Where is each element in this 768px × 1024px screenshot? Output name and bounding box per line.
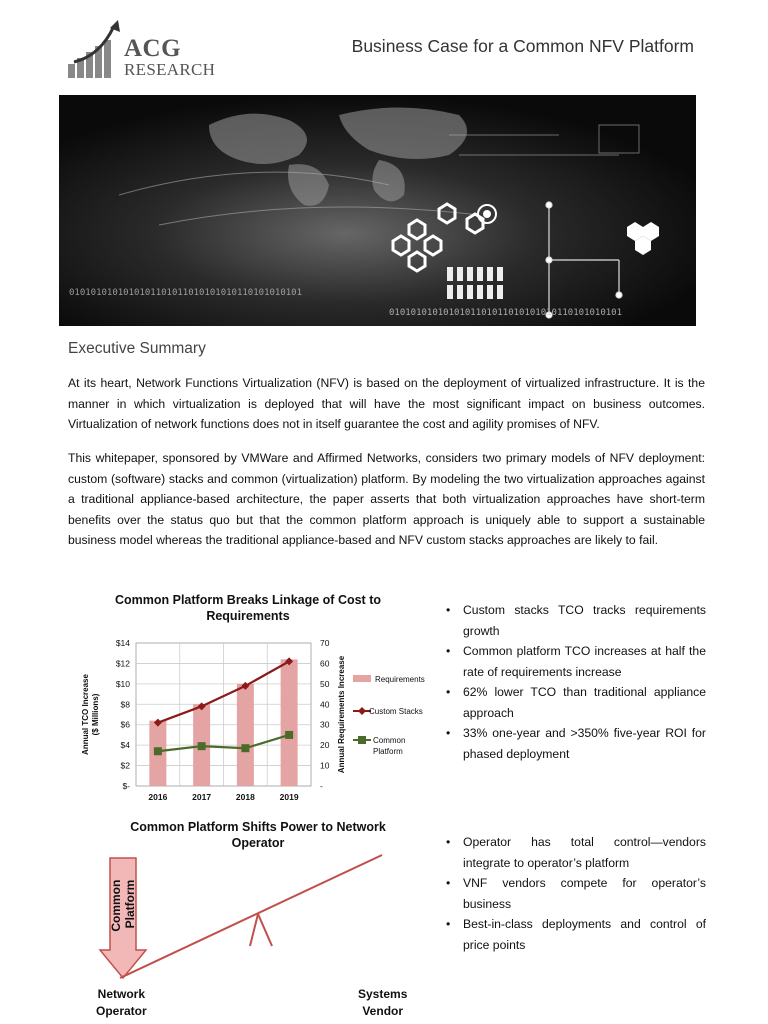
bullet-icon: •: [446, 917, 451, 931]
requirements-bar: [281, 659, 298, 786]
y-tick-label: $6: [120, 719, 130, 730]
banner-image: [59, 95, 696, 326]
power-bullet-list: [444, 832, 706, 955]
bullet-icon: •: [446, 726, 451, 740]
power-bullet-item: [444, 914, 706, 955]
bullet-icon: •: [446, 835, 451, 849]
power-bullet-item: [444, 873, 706, 914]
paragraph-1: At its heart, Network Functions Virtualization (NFV) is based on the deployment of virtualized infrastructure. It is the manner in which virtualization is deployed that will have the most significant impact on business outcomes. Virtualization of network functions does not in itself guarantee the cost and agility promises of NFV.: [68, 376, 705, 431]
arrow-label-2: Platform: [123, 879, 137, 929]
tco-bullet-list: [444, 600, 706, 764]
y-tick-label: $12: [115, 658, 130, 669]
arrow-label-1: Common: [109, 879, 123, 932]
section-heading: Executive Summary: [68, 340, 206, 357]
bullet-text: Custom stacks TCO tracks requirements growth: [463, 603, 706, 638]
legend-marker-common-platform: [358, 736, 366, 744]
bullet-text: Best-in-class deployments and control of price points: [463, 917, 706, 952]
y-tick-label: $4: [120, 740, 130, 751]
y-tick-label: $10: [115, 678, 130, 689]
legend-marker-custom-stacks: [358, 707, 366, 715]
diagram-title: Common Platform Shifts Power to Network Operator: [130, 820, 386, 850]
systems-vendor-label: Systems Vendor: [358, 987, 408, 1018]
y-tick-label: $8: [120, 699, 130, 710]
y2-tick-label: -: [320, 781, 323, 791]
bullet-icon: •: [446, 644, 451, 658]
y2-tick-label: 50: [320, 678, 330, 689]
y-tick-label: $-: [122, 781, 130, 791]
tco-bullet-item: [444, 682, 706, 723]
bullet-text: VNF vendors compete for operator’s business: [463, 876, 706, 911]
bullet-icon: •: [446, 876, 451, 890]
y-axis-label: Annual TCO Increase($ Millions): [81, 674, 100, 755]
bullet-text: Operator has total control—vendors integrate to operator’s platform: [463, 835, 706, 870]
common-platform-point: [198, 742, 206, 750]
bullet-icon: •: [446, 603, 451, 617]
y2-tick-label: 60: [320, 658, 330, 669]
bullet-text: 33% one-year and >350% five-year ROI for phased deployment: [463, 726, 706, 761]
legend-label-platform: Platform: [373, 747, 403, 756]
tco-chart-plot: [78, 588, 433, 803]
bullet-text: 62% lower TCO than traditional appliance approach: [463, 685, 706, 720]
chart-title: Common Platform Breaks Linkage of Cost to Requirements: [114, 593, 381, 623]
tco-bullet-item: [444, 641, 706, 682]
fulcrum-right: [258, 914, 272, 946]
banner-binary: 0101010101010101101011010101010110101010101: [69, 288, 302, 298]
power-bullet-item: [444, 832, 706, 873]
tco-bullet-item: [444, 723, 706, 764]
paragraph-2: This whitepaper, sponsored by VMWare and Affirmed Networks, considers two primary models of NFV deployment: custom (software) stacks and common (virtualization) platform. By modeling the two virtualization approaches against a traditional appliance-based architecture, the paper asserts that both virtualization approaches have short-term benefits over the status quo but that the common platform approach is uniquely able to support a sustainable business model whereas the traditional appliance-based and NFV custom stacks approaches are likely to fail.: [68, 451, 705, 547]
bullet-text: Common platform TCO increases at half the rate of requirements increase: [463, 644, 706, 679]
bullet-icon: •: [446, 685, 451, 699]
svg-text:Common Platform: [109, 876, 137, 931]
legend-label-requirements: Requirements: [375, 675, 425, 684]
legend-label-common: Common: [373, 736, 406, 745]
y2-tick-label: 20: [320, 740, 330, 751]
network-operator-label: Network Operator: [96, 987, 147, 1018]
legend-swatch-requirements: [353, 675, 371, 682]
x-tick-label: 2018: [235, 792, 255, 802]
x-tick-label: 2016: [148, 792, 168, 802]
x-tick-label: 2017: [192, 792, 212, 802]
y2-tick-label: 40: [320, 699, 330, 710]
y-tick-label: $14: [115, 638, 130, 648]
fulcrum-left: [250, 914, 258, 946]
legend-label-custom-stacks: Custom Stacks: [369, 707, 423, 716]
y2-axis-label: Annual Requirements Increase: [337, 655, 346, 774]
logo-subname: RESEARCH: [124, 60, 216, 79]
common-platform-point: [285, 731, 293, 739]
document-title: Business Case for a Common NFV Platform: [351, 36, 694, 56]
banner-binary-2: 0101010101010101101011010101010110101010101: [389, 308, 622, 318]
requirements-bar: [237, 684, 254, 786]
tco-chart: [78, 588, 433, 803]
x-tick-label: 2019: [279, 792, 299, 802]
y2-tick-label: 70: [320, 638, 330, 648]
common-platform-point: [154, 747, 162, 755]
y2-tick-label: 30: [320, 719, 330, 730]
seesaw-diagram: [80, 838, 400, 986]
y2-tick-label: 10: [320, 760, 330, 771]
seesaw-beam: [120, 855, 382, 978]
y-tick-label: $2: [120, 760, 130, 771]
common-platform-point: [241, 744, 249, 752]
tco-bullet-item: [444, 600, 706, 641]
logo-name: ACG: [124, 35, 182, 62]
